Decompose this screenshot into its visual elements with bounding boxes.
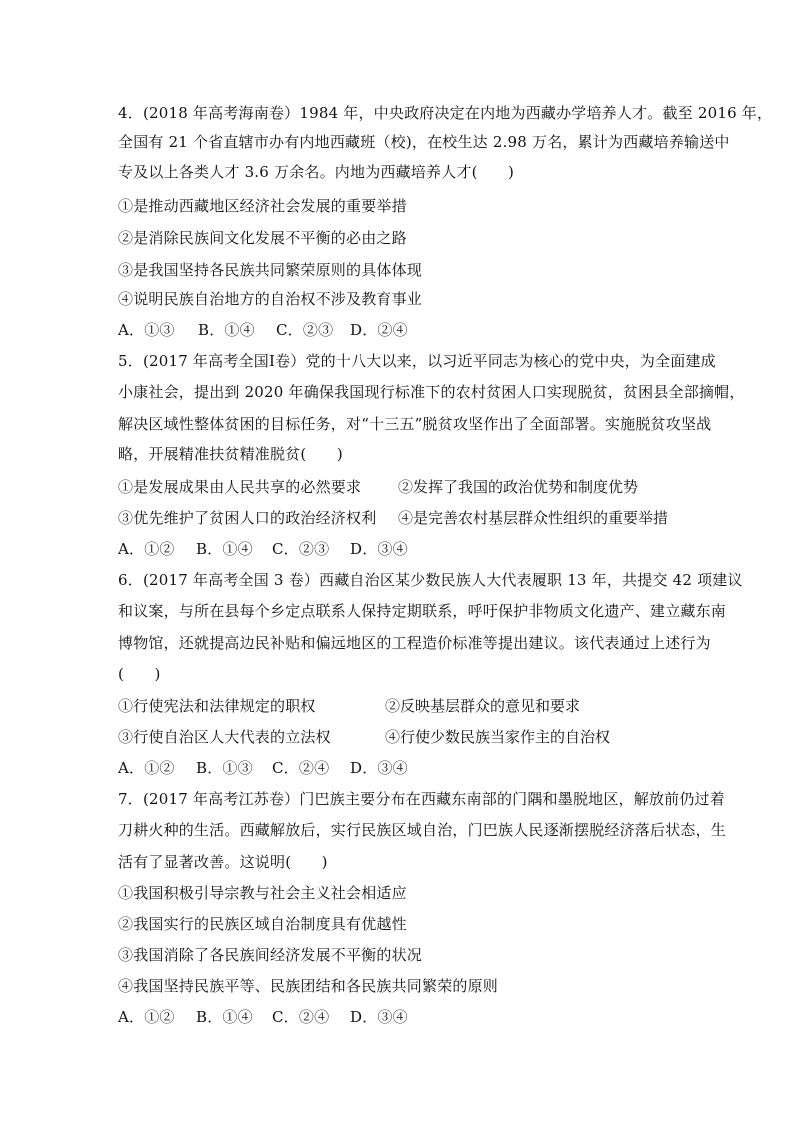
answer-choice-c: C．②③	[272, 540, 330, 558]
answer-choice-c: C．②③	[276, 321, 334, 339]
question-7-option-3: ③我国消除了各民族间经济发展不平衡的状况	[118, 946, 423, 964]
question-5-stem-line-2: 小康社会，提出到 2020 年确保我国现行标准下的农村贫困人口实现脱贫，贫困县全部摘帽，	[118, 383, 745, 401]
question-6-option-2: ②反映基层群众的意见和要求	[385, 697, 581, 715]
question-4-answer-choices	[118, 320, 408, 340]
question-7-answer-choices	[118, 1007, 408, 1027]
question-5-stem-line-3: 解决区域性整体贫困的目标任务，对“十三五”脱贫攻坚作出了全面部署。实施脱贫攻坚战	[118, 415, 712, 433]
question-5-option-1: ①是发展成果由人民共享的必然要求	[118, 478, 362, 496]
question-7-option-4: ④我国坚持民族平等、民族团结和各民族共同繁荣的原则	[118, 977, 499, 995]
question-4-option-2: ②是消除民族间文化发展不平衡的必由之路	[118, 229, 407, 247]
question-6-option-3: ③行使自治区人大代表的立法权	[118, 728, 331, 746]
answer-choice-a: A．①③	[118, 321, 175, 339]
answer-choice-b: B．①④	[196, 540, 253, 558]
answer-choice-b: B．①③	[196, 759, 253, 777]
question-4-option-3: ③是我国坚持各民族共同繁荣原则的具体体现	[118, 261, 423, 279]
question-4-option-4: ④说明民族自治地方的自治权不涉及教育事业	[118, 290, 423, 308]
answer-choice-d: D．③④	[350, 759, 408, 777]
question-5-stem-line-4: 略，开展精准扶贫精准脱贫( )	[118, 445, 343, 463]
question-4-stem-line-1: 4．(2018 年高考海南卷）1984 年，中央政府决定在内地为西藏办学培养人才。截至 2016 年，	[118, 104, 773, 122]
answer-choice-b: B．①④	[196, 1008, 253, 1026]
question-4-option-1: ①是推动西藏地区经济社会发展的重要举措	[118, 197, 407, 215]
question-7-stem-line-1: 7．(2017 年高考江苏卷）门巴族主要分布在西藏东南部的门隅和墨脱地区，解放前仍过着	[118, 790, 725, 808]
question-6-stem-line-1: 6．(2017 年高考全国 3 卷）西藏自治区某少数民族人大代表履职 13 年，共提交 42 项建议	[118, 571, 743, 589]
answer-choice-c: C．②④	[272, 759, 330, 777]
question-6-stem-line-2: 和议案，与所在县每个乡定点联系人保持定期联系，呼吁保护非物质文化遗产、建立藏东南	[118, 602, 727, 620]
answer-choice-d: D．③④	[350, 540, 408, 558]
answer-choice-b: B．①④	[198, 321, 255, 339]
answer-choice-d: D．②④	[350, 321, 408, 339]
answer-choice-a: A．①②	[118, 540, 175, 558]
answer-choice-a: A．①②	[118, 1008, 175, 1026]
question-6-stem-line-4: ( )	[118, 665, 161, 683]
question-7-option-2: ②我国实行的民族区域自治制度具有优越性	[118, 915, 407, 933]
answer-choice-d: D．③④	[350, 1008, 408, 1026]
question-6-stem-line-3: 博物馆，还就提高边民补贴和偏远地区的工程造价标准等提出建议。该代表通过上述行为	[118, 634, 711, 652]
question-5-option-4: ④是完善农村基层群众性组织的重要举措	[398, 509, 669, 527]
question-4-stem-line-2: 全国有 21 个省直辖市办有内地西藏班（校)，在校生达 2.98 万名，累计为西藏培养输送中	[118, 133, 730, 151]
question-5-option-3: ③优先维护了贫困人口的政治经济权利	[118, 509, 377, 527]
question-6-answer-choices	[118, 758, 408, 778]
question-6-option-4: ④行使少数民族当家作主的自治权	[385, 728, 611, 746]
answer-choice-a: A．①②	[118, 759, 175, 777]
question-7-stem-line-3: 活有了显著改善。这说明( )	[118, 853, 328, 871]
question-6-option-1: ①行使宪法和法律规定的职权	[118, 697, 316, 715]
question-7-stem-line-2: 刀耕火种的生活。西藏解放后，实行民族区域自治，门巴族人民逐渐摆脱经济落后状态，生	[118, 821, 727, 839]
question-7-option-1: ①我国积极引导宗教与社会主义社会相适应	[118, 884, 407, 902]
answer-choice-c: C．②④	[272, 1008, 330, 1026]
question-5-option-2: ②发挥了我国的政治优势和制度优势	[398, 478, 639, 496]
question-4-stem-line-3: 专及以上各类人才 3.6 万余名。内地为西藏培养人才( )	[118, 163, 515, 181]
question-5-stem-line-1: 5．(2017 年高考全国Ⅰ卷）党的十八大以来，以习近平同志为核心的党中央，为全面建成	[118, 352, 716, 370]
question-5-answer-choices	[118, 539, 408, 559]
